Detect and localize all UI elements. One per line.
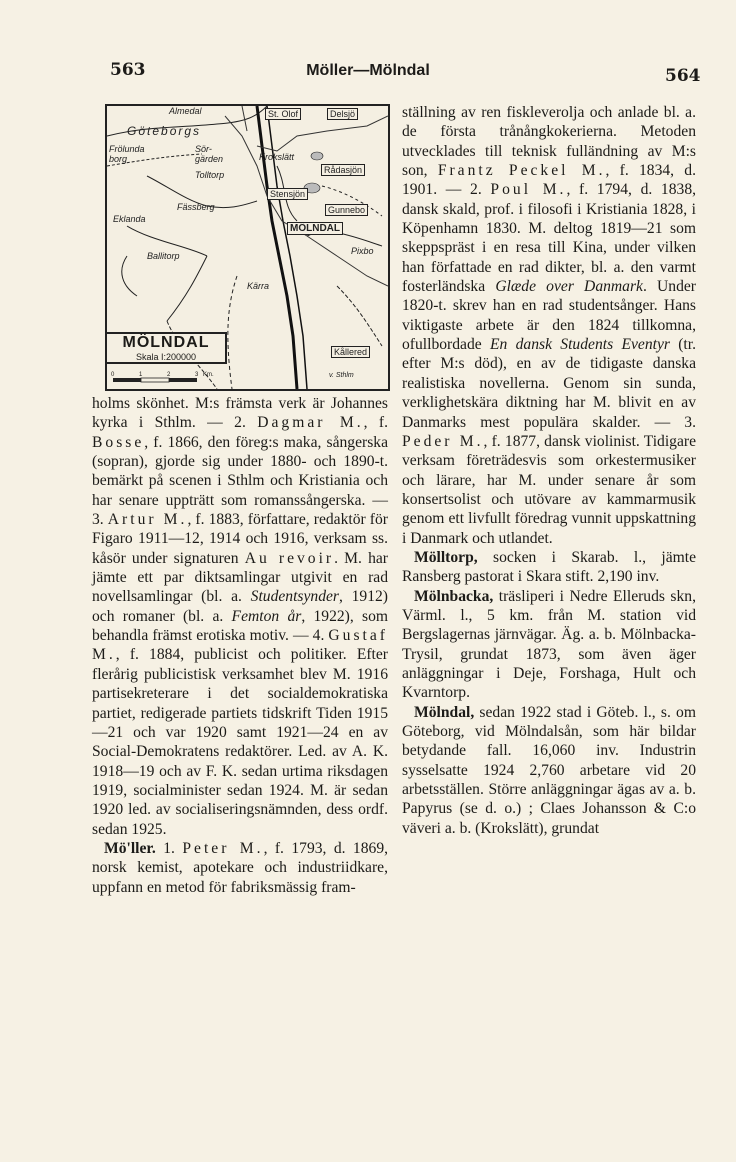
map-label-eklanda: Eklanda [113,214,146,224]
map-title-box [107,332,227,364]
map-label-stensjon: Stensjön [267,188,308,200]
page-number-right: 564 [665,66,701,86]
map-scale: Skala I:200000 [135,352,197,362]
map-title: MÖLNDAL [122,334,210,351]
map-label-pixbo: Pixbo [351,246,374,256]
entry-molndal: Mölndal, sedan 1922 stad i Göteb. l., s. om Göteborg, vid Mölndalsån, som här bildar betydande fall. 16,060 inv. Industrin sysselsatte 1924 2,760 arbetare vid 20 arbetsställen. Större anläggningar ägas av a. b. Papyrus (se d. o.) ; Claes Johansson & C:o väveri a. b. (Krokslätt), grundat [402,703,696,837]
scale-tick-1: 1 [139,372,143,378]
map-label-tolltorp: Tolltorp [195,170,225,180]
map-label-st-olof: St. Olof [265,108,301,120]
right-column [402,103,696,838]
map-label-goteborgs: Göteborgs [127,124,202,138]
map-label-fassberg: Fässberg [177,202,215,212]
map-label-delsjo: Delsjö [327,108,358,120]
scale-segment [113,378,141,382]
scale-tick-3: 3 [195,372,199,378]
paragraph-moller-family: holms skönhet. M:s främsta verk är Johannes kyrka i Sthlm. — 2. Dagmar M., f. Bosse, f. 1866, den föreg:s maka, sångerska (sopran), gjorde sig under 1880- och 1890-t. bemärkt på scenen i Sthlm och Kristiania och har senare uppträtt som romanssångerska. — 3. Artur M., f. 1883, författare, redaktör för Figaro 1911—12, 1914 och 1916, verksam ss. kåsör under signaturen Au revoir. M. har jämte ett par diktsamlingar utgivit en rad novellsamlingar (bl. a. Studentsynder, 1912) och romaner (bl. a. Femton år, 1922), som behandla främst erotiska motiv. — 4. Gustaf M., f. 1884, publicist och politiker. Efter flerårig publicistisk verksamhet blev M. 1916 partisekreterare i det socialdemokratiska partiet, redigerade partiets tidskrift Tiden 1915—21 och var 1920 samt 1921—24 en av Social-Demokratens redaktörer. Led. av A. K. 1918—19 och av F. K. sedan urtima riksdagen 1919, socialminister sedan 1924. M. är sedan 1920 led. av socialiseringsnämnden, dess ordf. sedan 1925. [92,395,389,838]
map-label-sorgarden: Sör-gärden [195,144,224,164]
entry-moller-norwegian: Mö'ller. 1. Peter M., f. 1793, d. 1869, norsk kemist, apotekare och industriidkare, uppfann en metod för fabriksmässig fram- [92,839,389,896]
scale-tick-0: 0 [111,372,115,378]
molndal-map [105,104,390,391]
map-label-sthlm: v. Sthlm [329,372,354,379]
running-title: Möller—Mölndal [306,62,430,79]
map-label-almedal: Almedal [169,106,202,116]
left-column [92,394,388,897]
map-label-krokslatt: Krokslätt [259,152,295,162]
page-number-left: 563 [110,60,146,80]
map-label-karra: Kärra [247,281,270,291]
map-label-kallered: Kållered [331,346,370,358]
map-label-molndal-town: MÖLNDAL [287,222,343,235]
scale-tick-2: 2 [167,372,171,378]
map-label-gunnebo: Gunnebo [325,204,368,216]
entry-molnbacka: Mölnbacka, träsliperi i Nedre Elleruds skn, Värml. l., 5 km. från M. station vid Bergslagernas järnvägar. Äg. a. b. Mölnbacka-Trysil, grundat 1873, som även äger anläggningar i Deje, Forshaga, Hult och Kvarntorp. [402,587,696,702]
paragraph-moller-continued: ställning av ren fiskleverolja och anlade bl. a. de första trånångkokerierna. Metoden utvecklades till teknisk fulländning av M:s son, Frantz Peckel M., f. 1834, d. 1901. — 2. Poul M., f. 1794, d. 1838, dansk skald, prof. i filosofi i Kristiania 1828, i Köpenhamn 1830. M. deltog 1819—21 som skeppspräst i en resa till Kina, under vilken han författade en rad dikter, bl. a. den varmt fosterländska Glæde over Danmark. Under 1820-t. skrev han en rad studentsånger. Hans viktigaste arbete är den 1824 tillkomna, ofullbordade En dansk Students Eventyr (tr. efter M:s död), en av de tidigaste danska realistiska novellerna. Genom sin sunda, verklighetskära diktning har M. blivit en av Danmarks mest populära skalder. — 3. Peder M., f. 1877, dansk violinist. Tidigare verksam företrädesvis som orkestermusiker och lärare, har M. under senare år som konsertsolist och utövare av kammarmusik genom ett livfullt föredrag vunnit uppskattning i Danmark och utlandet. [402,104,697,547]
map-label-frolunda: Frölunda borg [109,144,145,164]
entry-molltorp: Mölltorp, socken i Skarab. l., jämte Ransberg pastorat i Skara stift. 2,190 inv. [402,548,696,586]
map-label-ballitorp: Ballitorp [147,251,180,261]
scale-tick-km: Km. [203,372,214,378]
map-label-radasjon: Rådasjön [321,164,365,176]
